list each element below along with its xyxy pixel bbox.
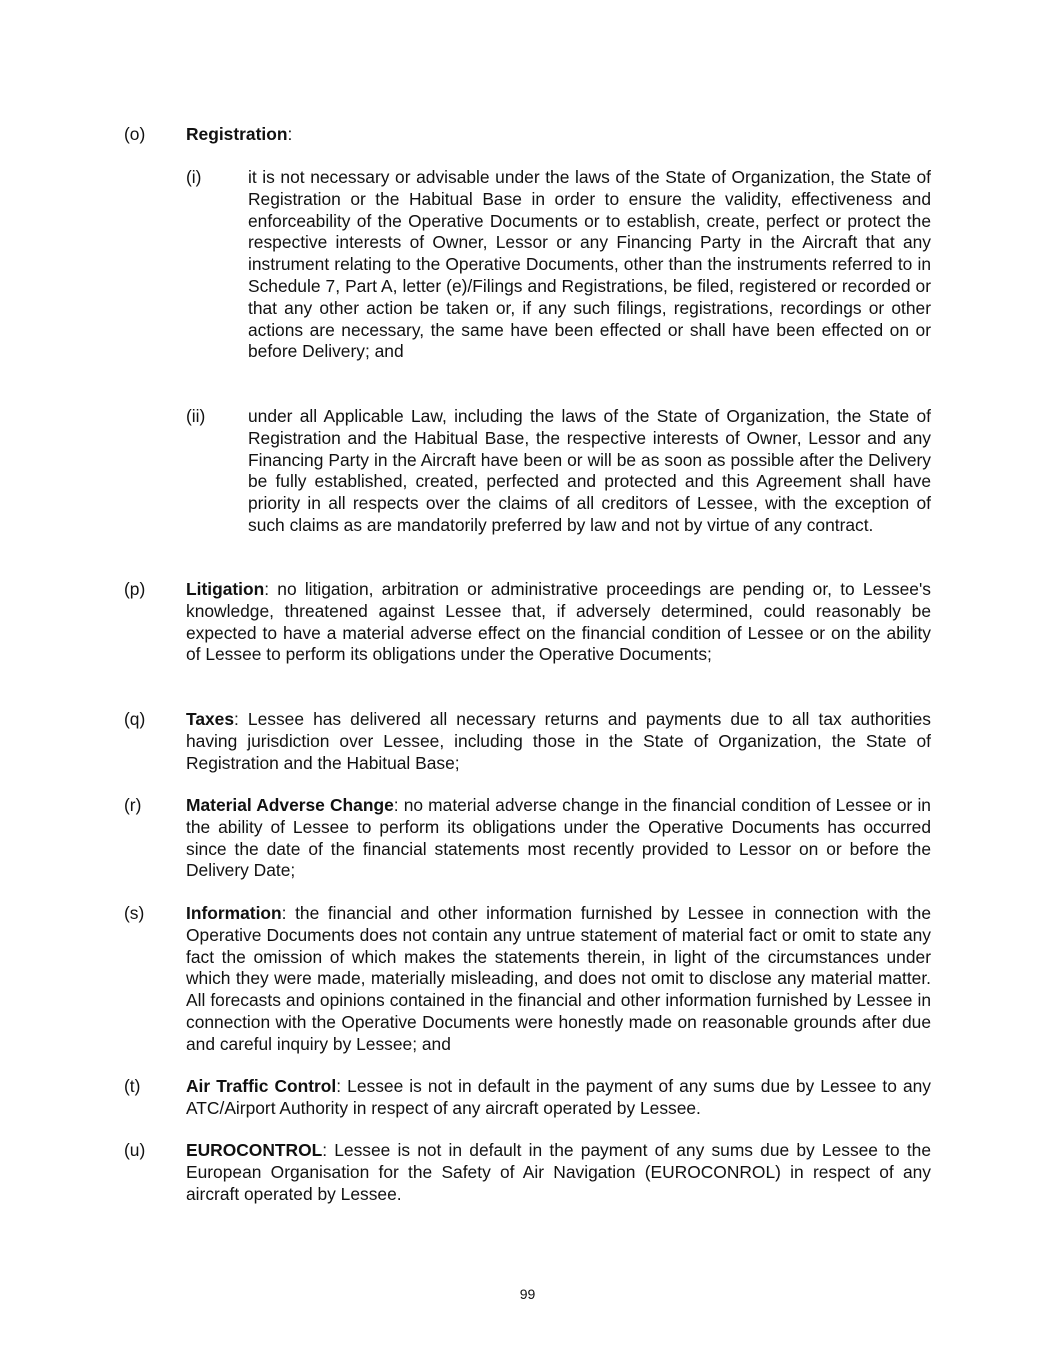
clause-r: [124, 795, 931, 882]
clause-label: (t): [124, 1076, 141, 1096]
subclause-text: under all Applicable Law, including the laws of the State of Organization, the State of Registration and the Habitual Base, the respective interests of Owner, Lessor and any Financing Party in the Aircraft have been or will be as soon as possible after the Delivery be fully established, created, perfected and protected and this Agreement shall have priority in all respects over the claims of all creditors of Lessee, with the exception of such claims as are mandatorily preferred by law and not by virtue of any contract.: [248, 406, 931, 535]
clause-text: : Lessee has delivered all necessary returns and payments due to all tax authorities having jurisdiction over Lessee, including those in the State of Organization, the State of Registration and the Habitual Base;: [186, 709, 931, 773]
page-number: 99: [519, 1286, 536, 1302]
clause-body: [186, 795, 931, 882]
clause-q: [124, 709, 931, 774]
clause-text: : Lessee is not in default in the payment of any sums due by Lessee to any ATC/Airport Authority in respect of any aircraft operated by Lessee.: [186, 1076, 931, 1118]
clause-text: : Lessee is not in default in the payment of any sums due by Lessee to the European Organisation for the Safety of Air Navigation (EUROCONROL) in respect of any aircraft operated by Lessee.: [186, 1140, 931, 1204]
clause-label: (p): [124, 579, 146, 599]
clause-body: [186, 1140, 931, 1205]
clause-title: Registration: [186, 124, 288, 144]
subclause-text: it is not necessary or advisable under the laws of the State of Organization, the State of Registration or the Habitual Base in order to ensure the validity, effectiveness and enforceability of the Operative Documents or to establish, create, perfect or protect the respective interests of Owner, Lessor or any Financing Party in the Aircraft that any instrument relating to the Operative Documents, other than the instruments referred to in Schedule 7, Part A, letter (e)/Filings and Registrations, be filed, registered or recorded or that any other action be taken or, if any such filings, registrations, recordings or other actions are necessary, the same have been effected or shall have been effected on or before Delivery; and: [248, 167, 931, 362]
clause-title: Taxes: [186, 709, 235, 729]
clause-body: [186, 709, 931, 774]
clause-text: : no material adverse change in the financial condition of Lessee or in the ability of Lessee to perform its obligations under the Operative Documents has occurred since the date of the financial statements most recently provided to Lessor on or before the Delivery Date;: [186, 795, 931, 881]
clause-text: : the financial and other information furnished by Lessee in connection with the Operative Documents does not contain any untrue statement of material fact or omit to state any fact the omission of which makes the statements therein, in light of the circumstances under which they were made, materially misleading, and does not omit to disclose any material matter. All forecasts and opinions contained in the financial and other information furnished by Lessee in connection with the Operative Documents were honestly made on reasonable grounds after due and careful inquiry by Lessee; and: [186, 903, 931, 1054]
clause-label: (u): [124, 1140, 146, 1160]
clause-t: [124, 1076, 931, 1120]
subclause-o-i: [186, 167, 931, 363]
clause-title: Air Traffic Control: [186, 1076, 337, 1096]
clause-title: EUROCONTROL: [186, 1140, 323, 1160]
clause-u: [124, 1140, 931, 1205]
clause-label: (s): [124, 903, 145, 923]
clause-text: :: [287, 124, 293, 144]
subclause-label: (i): [186, 167, 202, 187]
clause-p: [124, 579, 931, 666]
clause-text: : no litigation, arbitration or administrative proceedings are pending or, to Lessee's knowledge, threatened against Lessee that, if adversely determined, could reasonably be expected to have a material adverse effect on the financial condition of Lessee or on the ability of Lessee to perform its obligations under the Operative Documents;: [186, 579, 931, 665]
clause-label: (q): [124, 709, 146, 729]
clause-body: [186, 579, 931, 666]
clause-o: [124, 124, 931, 146]
clause-title: Material Adverse Change: [186, 795, 394, 815]
subclause-o-ii: [186, 406, 931, 537]
clause-s: [124, 903, 931, 1056]
clause-body: [186, 1076, 931, 1120]
clause-label: (r): [124, 795, 142, 815]
clause-body: [186, 903, 931, 1056]
clause-title: Litigation: [186, 579, 265, 599]
clause-body: [186, 124, 931, 146]
subclause-label: (ii): [186, 406, 206, 426]
clause-label: (o): [124, 124, 146, 144]
clause-title: Information: [186, 903, 282, 923]
